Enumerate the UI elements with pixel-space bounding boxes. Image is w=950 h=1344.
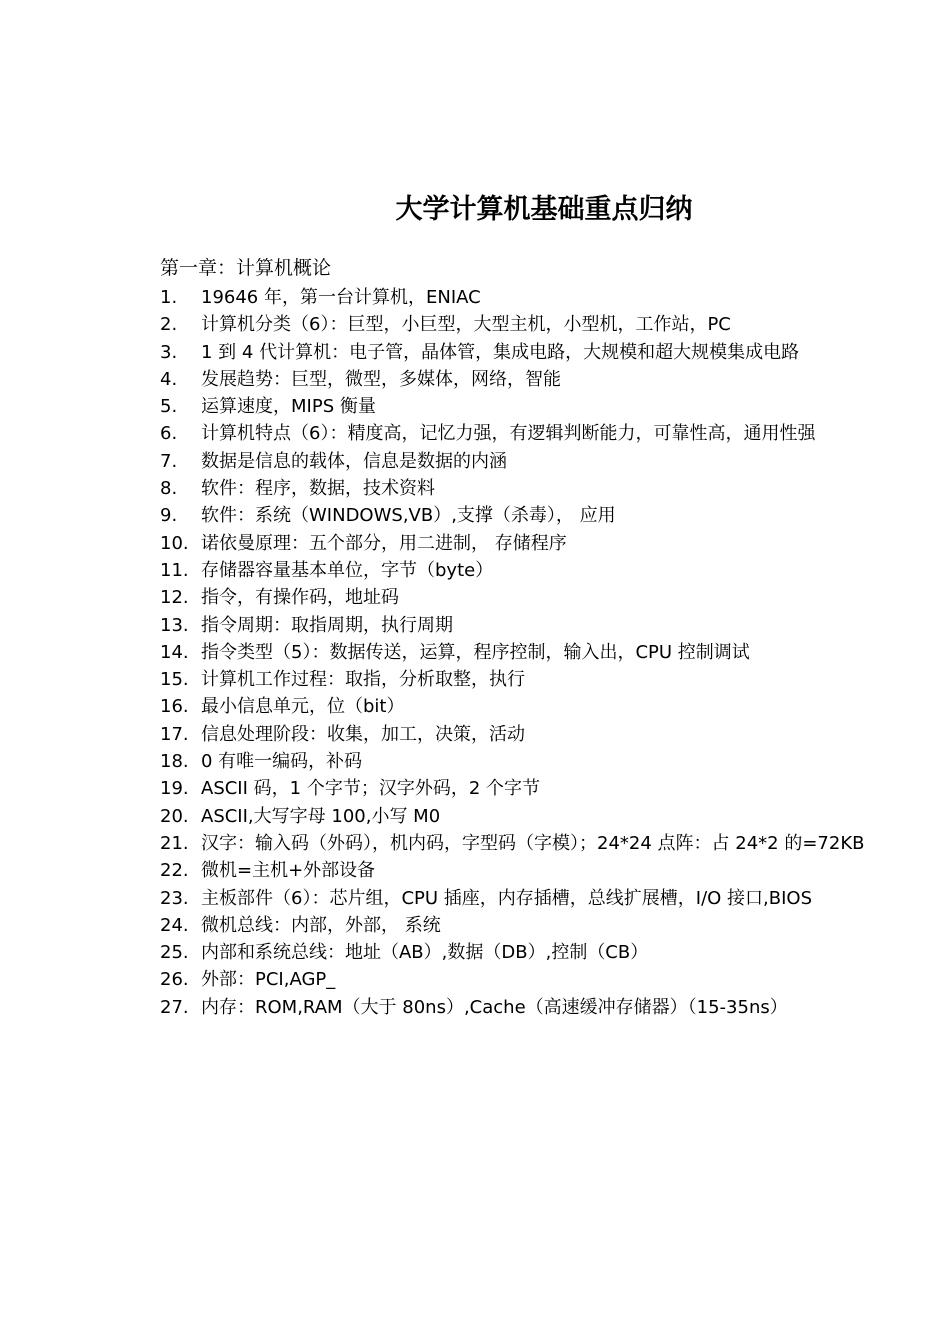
list-item-number: 12. [160, 587, 189, 609]
list-item-text: 数据是信息的载体，信息是数据的内涵 [201, 450, 507, 472]
list-item [160, 284, 920, 311]
list-item-number: 1. [160, 287, 178, 308]
list-item [160, 693, 920, 720]
list-item-text: 19646 年，第一台计算机，ENIAC [201, 287, 481, 308]
list-item [160, 311, 920, 338]
list-item-number: 16. [160, 696, 189, 718]
list-item [160, 366, 920, 393]
list-item [160, 939, 920, 966]
list-item-number: 3. [160, 341, 178, 363]
list-item-text: 最小信息单元，位（bit） [201, 696, 405, 718]
list-item-text: ASCII,大写字母 100,小写 M0 [201, 805, 441, 827]
list-item-text: 诺依曼原理：五个部分，用二进制， 存储程序 [201, 532, 567, 554]
list-item-text: 计算机特点（6）：精度高，记忆力强，有逻辑判断能力，可靠性高，通用性强 [201, 423, 816, 445]
list-item-text: 指令，有操作码，地址码 [201, 587, 399, 609]
list-item [160, 966, 920, 993]
list-item-text: 汉字：输入码（外码），机内码，字型码（字模）；24*24 点阵：占 24*2 的=72KB [201, 832, 865, 854]
list-item [160, 721, 920, 748]
list-item-number: 26. [160, 969, 189, 991]
list-item-number: 25. [160, 942, 189, 964]
list-item-text: 发展趋势：巨型，微型，多媒体，网络，智能 [201, 368, 561, 390]
list-item-number: 10. [160, 532, 189, 554]
list-item [160, 502, 920, 529]
list-item [160, 857, 920, 884]
list-item-text: 内部和系统总线：地址（AB）,数据（DB）,控制（CB） [201, 942, 649, 964]
list-item-number: 19. [160, 778, 189, 800]
list-item-number: 18. [160, 751, 189, 773]
list-item-number: 8. [160, 478, 178, 500]
list-item-number: 15. [160, 669, 189, 691]
list-item-text: 计算机工作过程：取指，分析取整，执行 [201, 669, 525, 691]
list-item-text: 微机总线：内部，外部， 系统 [201, 914, 441, 936]
list-item [160, 448, 920, 475]
list-item-number: 13. [160, 614, 189, 636]
list-item [160, 885, 920, 912]
list-item-text: 指令类型（5）：数据传送，运算，程序控制，输入出，CPU 控制调试 [201, 641, 750, 663]
list-item-number: 23. [160, 887, 189, 909]
list-item [160, 612, 920, 639]
list-item [160, 339, 920, 366]
list-item-number: 20. [160, 805, 189, 827]
list-item [160, 666, 920, 693]
list-item-number: 7. [160, 450, 178, 472]
list-item [160, 530, 920, 557]
list-item-number: 2. [160, 314, 178, 336]
list-item-text: 计算机分类（6）：巨型，小巨型，大型主机，小型机，工作站，PC [201, 314, 731, 336]
list-item-number: 11. [160, 559, 189, 581]
list-item [160, 393, 920, 420]
list-item-text: 指令周期：取指周期，执行周期 [201, 614, 453, 636]
list-item [160, 803, 920, 830]
numbered-list [160, 284, 920, 1021]
list-item [160, 748, 920, 775]
list-item-number: 9. [160, 505, 178, 527]
list-item [160, 775, 920, 802]
list-item-number: 14. [160, 641, 189, 663]
list-item-number: 27. [160, 996, 189, 1018]
list-item-number: 17. [160, 723, 189, 745]
list-item [160, 557, 920, 584]
list-item-text: 信息处理阶段：收集，加工，决策，活动 [201, 723, 525, 745]
list-item-text: 0 有唯一编码，补码 [201, 751, 363, 773]
list-item-text: 1 到 4 代计算机：电子管，晶体管，集成电路，大规模和超大规模集成电路 [201, 341, 800, 363]
list-item-number: 4. [160, 368, 178, 390]
list-item [160, 475, 920, 502]
list-item [160, 639, 920, 666]
list-item [160, 420, 920, 447]
list-item-text: 软件：系统（WINDOWS,VB）,支撑（杀毒）， 应用 [201, 505, 616, 527]
list-item-number: 5. [160, 396, 178, 418]
list-item [160, 912, 920, 939]
list-item-number: 6. [160, 423, 178, 445]
list-item-number: 24. [160, 914, 189, 936]
page-title: 大学计算机基础重点归纳 [395, 194, 693, 225]
list-item-text: 存储器容量基本单位，字节（byte） [201, 559, 494, 581]
list-item-text: 主板部件（6）：芯片组，CPU 插座，内存插槽，总线扩展槽，I/O 接口,BIOS [201, 887, 813, 909]
list-item [160, 584, 920, 611]
list-item [160, 994, 920, 1021]
list-item-text: 微机=主机+外部设备 [201, 860, 376, 882]
list-item [160, 830, 920, 857]
document-body [160, 255, 920, 1021]
list-item-text: 运算速度，MIPS 衡量 [201, 396, 376, 418]
list-item-number: 21. [160, 832, 189, 854]
list-item-number: 22. [160, 860, 189, 882]
chapter-heading: 第一章：计算机概论 [160, 257, 332, 279]
list-item-text: 内存：ROM,RAM（大于 80ns）,Cache（高速缓冲存储器）（15-35ns） [201, 996, 788, 1018]
list-item-text: 外部：PCI,AGP_ [201, 969, 336, 991]
list-item-text: ASCII 码，1 个字节；汉字外码，2 个字节 [201, 778, 540, 800]
list-item-text: 软件：程序，数据，技术资料 [201, 478, 435, 500]
